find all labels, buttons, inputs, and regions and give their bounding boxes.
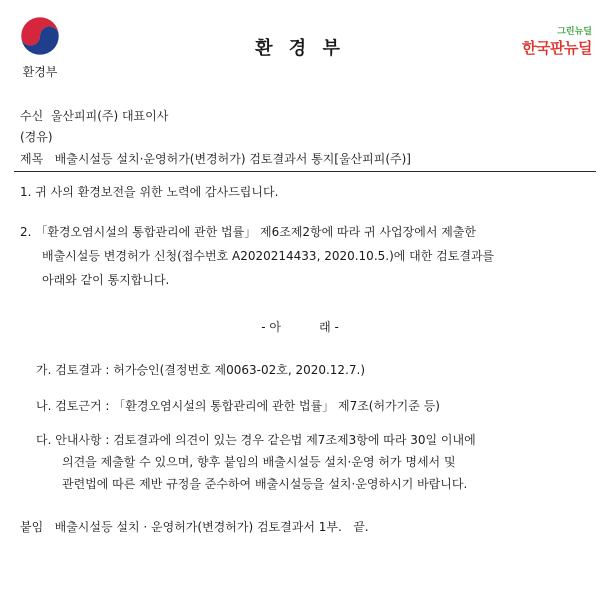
subject-value: 배출시설등 설치·운영허가(변경허가) 검토결과서 통지[울산피피(주)] xyxy=(54,152,411,166)
item-review-basis: 나. 검토근거 : 「환경오염시설의 통합관리에 관한 법률」 제7조(허가기준 등) xyxy=(36,399,440,413)
item-guidance-line-2: 의견을 제출할 수 있으며, 향후 붙임의 배출시설등 설치·운영 허가 명세서 및 xyxy=(62,455,456,469)
subject-label: 제목 xyxy=(20,152,44,166)
page-title: 환 경 부 xyxy=(255,38,345,59)
subject-line xyxy=(20,151,411,167)
item-guidance-line-1: 다. 안내사항 : 검토결과에 의견이 있는 경우 같은법 제7조제3항에 따라 30일 이내에 xyxy=(36,433,476,447)
recipient-value: 울산피피(주) 대표이사 xyxy=(50,109,169,123)
korean-new-deal-logo xyxy=(516,24,592,58)
via-line: (경유) xyxy=(20,130,53,144)
ministry-logo-text: 환경부 xyxy=(22,65,58,79)
paragraph-2-line-1: 2. 「환경오염시설의 통합관리에 관한 법률」 제6조제2항에 따라 귀 사업장에서 제출한 xyxy=(20,225,476,239)
item-review-result: 가. 검토결과 : 허가승인(결정번호 제0063-02호, 2020.12.7.) xyxy=(36,363,366,377)
paragraph-2-line-2: 배출시설등 변경허가 신청(접수번호 A2020214433, 2020.10.5.)에 대한 검토결과를 xyxy=(42,249,495,263)
recipient-line xyxy=(20,108,168,124)
below-heading: - 아 래 - xyxy=(261,320,339,334)
paragraph-1: 1. 귀 사의 환경보전을 위한 노력에 감사드립니다. xyxy=(20,185,279,199)
header-divider xyxy=(14,171,596,172)
attachment-line: 붙임 배출시설등 설치 · 운영허가(변경허가) 검토결과서 1부. 끝. xyxy=(20,520,369,534)
recipient-label: 수신 xyxy=(20,109,44,123)
brand-main-text: 한국판뉴딜 xyxy=(522,39,592,57)
brand-sub-text: 그린뉴딜 xyxy=(557,27,592,37)
paragraph-2-line-3: 아래와 같이 통지합니다. xyxy=(42,273,170,287)
item-guidance-line-3: 관련법에 따른 제반 규정을 준수하여 배출시설등을 설치·운영하시기 바랍니다. xyxy=(62,477,468,491)
